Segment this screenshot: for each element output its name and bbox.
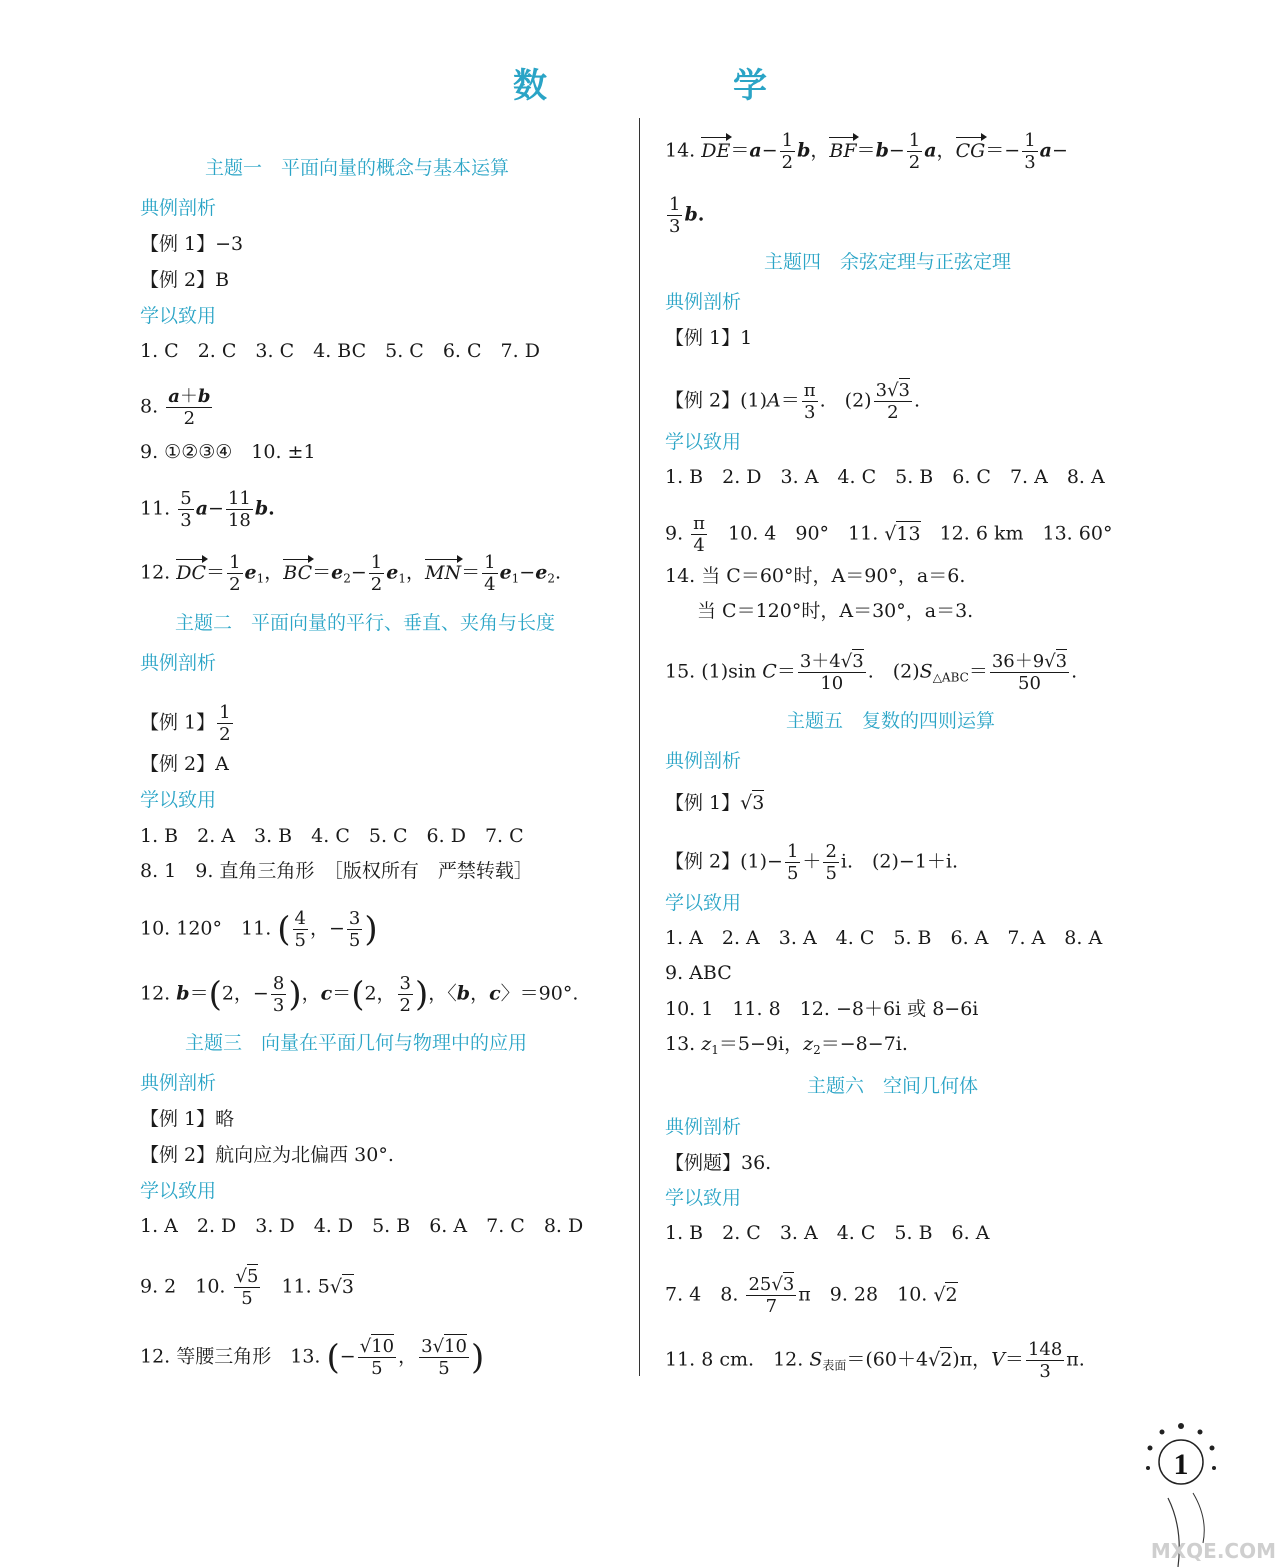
example-2: 【例 2】A [140,753,229,775]
topic-2-heading: 主题二 平面向量的平行、垂直、夹角与长度 [175,612,556,634]
section-practice: 学以致用 [140,1180,217,1202]
answers-1-8: 1. A 2. D 3. D 4. D 5. B 6. A 7. C 8. D [140,1215,584,1237]
answer-14: 14. DE＝a− $\frac{1}{2}$ b，BF＝b− $\frac{1}{2}$ a，CG＝− $\frac{1}{3}$ a− [665,130,1068,173]
answers-1-8: 1. A 2. A 3. A 4. C 5. B 6. A 7. A 8. A [665,927,1103,949]
example: 【例题】36. [665,1152,772,1174]
section-analysis: 典例剖析 [665,291,742,313]
answer-12: 12. b＝(2，− $\frac{8}{3}$ )，c＝(2， $\frac{3}{2}$ )，〈b，c〉＝90°. [140,973,579,1016]
answer-14b: 当 C＝120°时，A＝30°，a＝3. [697,600,974,622]
page-number-badge [1138,1418,1280,1567]
example-1: 【例 1】 $\frac{1}{2}$ [140,702,231,745]
section-practice: 学以致用 [140,305,217,327]
example-1: 【例 1】1 [665,327,753,349]
answers-11-12: 11. 8 cm. 12. $S_{表面}=(60+4√2)\pi$，V＝ $\frac{148}{3}$ π. [665,1339,1085,1382]
example-1: 【例 1】√3 [665,792,765,814]
topic-5-heading: 主题五 复数的四则运算 [786,710,996,732]
answer-9: 9. ABC [665,962,732,984]
answer-14-cont: $\frac{1}{3}$ b. [669,194,705,237]
answers-1-8: 1. B 2. D 3. A 4. C 5. B 6. C 7. A 8. A [665,466,1105,488]
topic-1-heading: 主题一 平面向量的概念与基本运算 [205,157,510,179]
answer-11: 11. $\frac{5}{3}$ a− $\frac{11}{18}$ b. [140,488,275,531]
section-analysis: 典例剖析 [140,1072,217,1094]
section-practice: 学以致用 [665,1187,742,1209]
answer-8: 8. $\frac{a+b}{2}$ [140,386,211,429]
page-number: 1 [1173,1448,1189,1481]
example-2: 【例 2】航向应为北偏西 30°. [140,1144,394,1166]
column-divider [639,118,640,1376]
section-practice: 学以致用 [665,431,742,453]
example-2: 【例 2】B [140,269,230,291]
topic-4-heading: 主题四 余弦定理与正弦定理 [764,251,1012,273]
answers-9-11: 9. 2 10. $\frac{√5}{5}$ 11. 5√3 [140,1266,355,1309]
section-practice: 学以致用 [140,789,217,811]
topic-6-heading: 主题六 空间几何体 [807,1075,979,1097]
answers-8-9: 8. 1 9. 直角三角形 ［版权所有 严禁转载］ [140,860,533,882]
section-analysis: 典例剖析 [140,652,217,674]
watermark: MXQE.COM [1150,1539,1276,1563]
answers-1-6: 1. B 2. C 3. A 4. C 5. B 6. A [665,1222,990,1244]
answers-9-13: 9. $\frac{\pi}{4}$ 10. 4 90° 11. √13 12. 6 km 13. 60° [665,513,1113,556]
answers-10-12: 10. 1 11. 8 12. −8＋6i 或 8−6i [665,998,979,1020]
section-practice: 学以致用 [665,892,742,914]
answer-15: 15. (1)sin C＝ $\frac{3+4√3}{10}$ . $(2)S_{\triangle ABC}=$ $\frac{36+9√3}{50}$ . [665,651,1078,694]
example-2: 【例 2】(1)− $\frac{1}{5}$ ＋ $\frac{2}{5}$ i. (2)−1＋i. [665,841,959,884]
answer-12: 12. DC＝ $\frac{1}{2}$ $e_1$，$BC=e_2-$ $\frac{1}{2}$ $e_1$，MN＝ $\frac{1}{4}$ $e_1-e_2$. [140,552,561,595]
answers-7-10: 7. 4 8. $\frac{25√3}{7}$ π 9. 28 10. √2 [665,1274,958,1317]
topic-3-heading: 主题三 向量在平面几何与物理中的应用 [185,1032,528,1054]
answers-10-11: 10. 120° 11. ( $\frac{4}{5}$ ，− $\frac{3}{5}$ ) [140,908,378,951]
section-analysis: 典例剖析 [140,197,217,219]
answers-9-10: 9. ①②③④ 10. ±1 [140,441,316,463]
example-1: 【例 1】−3 [140,233,244,255]
page-title: 数 学 [513,66,843,106]
answers-12-13: 12. 等腰三角形 13. (− $\frac{√10}{5}$ ， $\frac{3√10}{5}$ ) [140,1336,485,1379]
example-2: 【例 2】(1)A＝ $\frac{\pi}{3}$ . (2) $\frac{3√3}{2}$ . [665,380,921,423]
answer-14a: 14. 当 C＝60°时，A＝90°，a＝6. [665,565,966,587]
section-analysis: 典例剖析 [665,1116,742,1138]
answer-13: 13. $z_1=5-9i$，$z_2=-8-7i$. [665,1033,908,1057]
answers-1-7: 1. B 2. A 3. B 4. C 5. C 6. D 7. C [140,825,524,847]
example-1: 【例 1】略 [140,1108,235,1130]
section-analysis: 典例剖析 [665,750,742,772]
answers-1-7: 1. C 2. C 3. C 4. BC 5. C 6. C 7. D [140,340,540,362]
